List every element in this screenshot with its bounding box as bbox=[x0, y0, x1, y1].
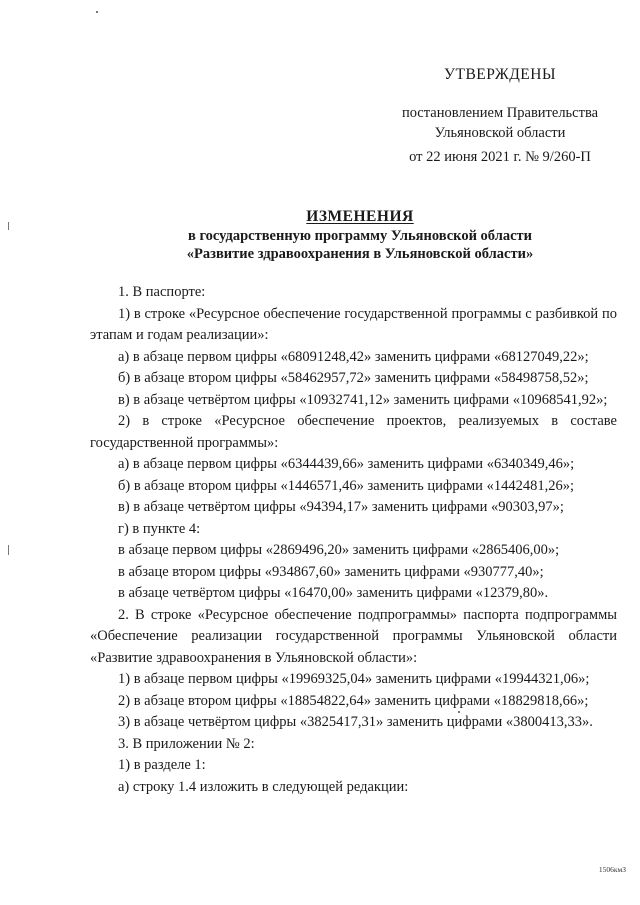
paragraph: 1) в разделе 1: bbox=[118, 757, 206, 773]
decree-line: постановлением Правительства bbox=[401, 105, 599, 121]
scan-artifact bbox=[8, 545, 9, 555]
section-heading: 2. В строке «Ресурсное обеспечение подпрограммы» паспорта подпрограммы «Обеспечение реализации государственной программы Ульяновской области «Развитие здравоохранения в Ульяновской области»: bbox=[90, 606, 617, 666]
approval-stamp: УТВЕРЖДЕНЫ bbox=[444, 66, 556, 83]
document-subtitle bbox=[40, 227, 640, 263]
document-code: 1506кмЗ bbox=[598, 865, 626, 874]
paragraph: б) в абзаце втором цифры «58462957,72» заменить цифрами «58498758,52»; bbox=[118, 370, 589, 386]
decree-line: Ульяновской области bbox=[434, 125, 566, 141]
paragraph: г) в пункте 4: bbox=[118, 520, 201, 537]
scan-artifact bbox=[458, 711, 460, 713]
paragraph: в абзаце втором цифры «934867,60» заменить цифрами «930777,40»; bbox=[118, 563, 544, 580]
paragraph: 1) в строке «Ресурсное обеспечение государственной программы с разбивкой по этапам и годам реализации»: bbox=[90, 305, 617, 343]
scan-artifact bbox=[96, 11, 98, 13]
section-heading: 1. В паспорте: bbox=[118, 284, 206, 300]
document-body bbox=[90, 282, 617, 798]
paragraph: 2) в абзаце втором цифры «18854822,64» заменить цифрами «18829818,66»; bbox=[118, 692, 589, 709]
document-title: ИЗМЕНЕНИЯ bbox=[306, 208, 414, 225]
paragraph: в абзаце четвёртом цифры «16470,00» заменить цифрами «12379,80». bbox=[118, 585, 549, 601]
paragraph: в) в абзаце четвёртом цифры «94394,17» заменить цифрами «90303,97»; bbox=[118, 499, 564, 515]
paragraph: б) в абзаце втором цифры «1446571,46» заменить цифрами «1442481,26»; bbox=[118, 477, 574, 494]
decree-date: от 22 июня 2021 г. № 9/260-П bbox=[409, 149, 591, 165]
subtitle-line: «Развитие здравоохранения в Ульяновской области» bbox=[186, 246, 534, 262]
paragraph: 3) в абзаце четвёртом цифры «3825417,31» заменить цифрами «3800413,33». bbox=[118, 714, 593, 730]
paragraph: а) в абзаце первом цифры «68091248,42» заменить цифрами «68127049,22»; bbox=[118, 348, 589, 365]
subtitle-line: в государственную программу Ульяновской области bbox=[187, 228, 532, 244]
scan-artifact bbox=[8, 222, 9, 230]
section-heading: 3. В приложении № 2: bbox=[118, 735, 255, 752]
paragraph: в абзаце первом цифры «2869496,20» заменить цифрами «2865406,00»; bbox=[118, 542, 560, 558]
paragraph: а) строку 1.4 изложить в следующей редакции: bbox=[118, 778, 409, 795]
decree-reference bbox=[350, 103, 640, 143]
paragraph: а) в абзаце первом цифры «6344439,66» заменить цифрами «6340349,46»; bbox=[118, 456, 575, 472]
paragraph: 2) в строке «Ресурсное обеспечение проектов, реализуемых в составе государственной программы»: bbox=[90, 413, 617, 451]
paragraph: 1) в абзаце первом цифры «19969325,04» заменить цифрами «19944321,06»; bbox=[118, 671, 590, 687]
paragraph: в) в абзаце четвёртом цифры «10932741,12» заменить цифрами «10968541,92»; bbox=[118, 391, 608, 408]
